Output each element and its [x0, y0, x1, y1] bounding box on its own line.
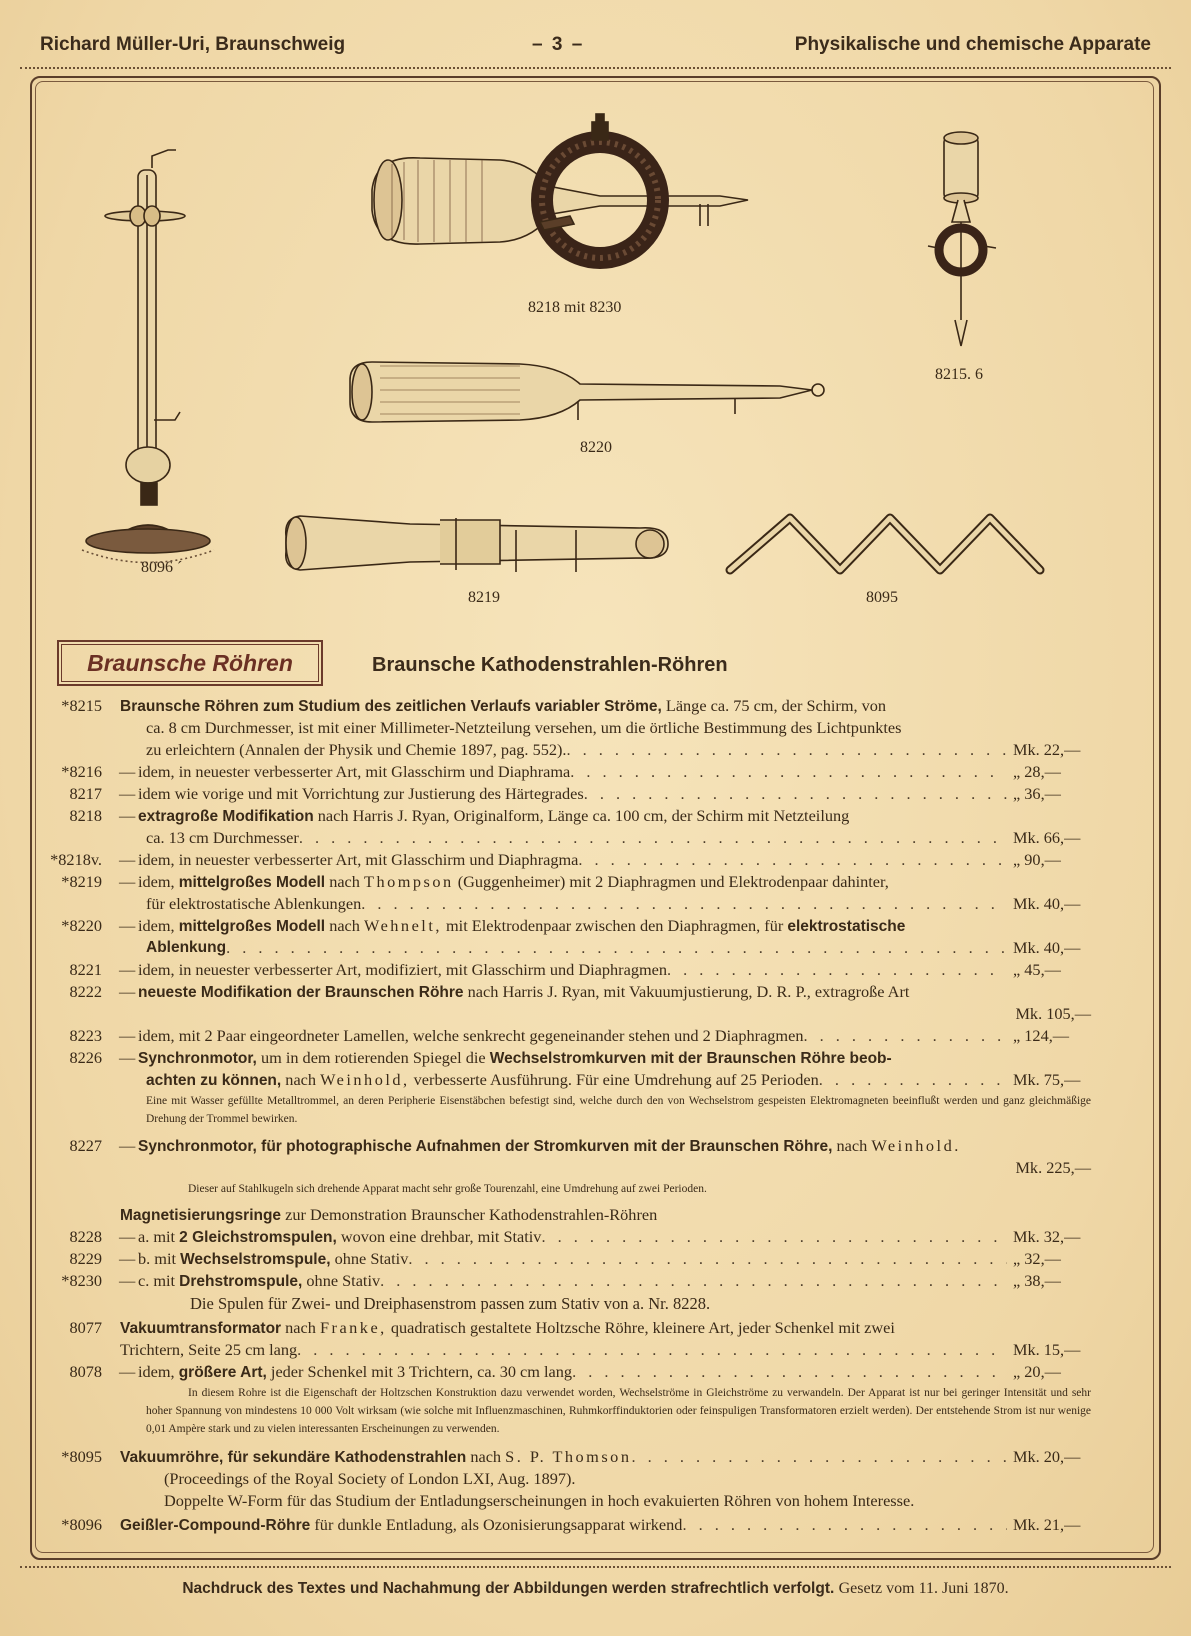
item-title: mittelgroßes Modell — [178, 874, 326, 891]
inventor-name: Weinhold. — [871, 1136, 961, 1155]
item-number: 8227 — [69, 1136, 102, 1155]
item-description: idem, — [138, 1362, 175, 1381]
item-title: Wechselstromspule, — [180, 1251, 331, 1268]
copyright-notice: Nachdruck des Textes und Nachahmung der Abbildungen werden strafrechtlich verfolgt. — [182, 1580, 835, 1597]
item-description: mit Elektrodenpaar zwischen den Diaphragmen, für — [446, 916, 784, 935]
item-price: „ 32,— — [1013, 1249, 1061, 1268]
item-description: um in dem rotierenden Spiegel die — [260, 1048, 486, 1067]
dash: — — [119, 982, 136, 1001]
item-description: idem, mit 2 Paar eingeordneter Lamellen, welche senkrecht gegeneinander stehen und 2 Diaphragmen — [138, 1026, 804, 1045]
item-description: verbesserte Ausführung. Für eine Umdrehung auf 25 Perioden — [413, 1070, 819, 1089]
item-description: jeder Schenkel mit 3 Trichtern, ca. 30 cm lang — [270, 1362, 573, 1381]
item-title: Braunsche Röhren zum Studium des zeitlichen Verlaufs variabler Ströme, — [120, 698, 662, 715]
item-price: Mk. 22,— — [1013, 740, 1081, 759]
dash: — — [119, 1227, 136, 1246]
caption-8220: 8220 — [580, 439, 612, 456]
inventor-name: S. P. Thomson — [505, 1447, 632, 1466]
item-description: nach Harris J. Ryan, Originalform, Länge ca. 100 cm, der Schirm mit Netzteilung — [317, 806, 850, 825]
item-number: 8229 — [69, 1249, 102, 1268]
item-title: achten zu können, — [146, 1072, 282, 1089]
item-note: In diesem Rohre ist die Eigenschaft der Holtzschen Konstruktion dazu verwendet worden, Wechselströme in Gleichströme zu verwandeln. Der Apparat ist nur bei geringer Intensität und sehr hoher Spannung von mindestens 10 000 Volt wirksam (wie solche mit Influenzmaschinen, Ruhmkorffinduktorien oder feinspuligen Transformatoren erzielt werden). Der entstehende Strom ist nur wenige 0,01 Ampère stark und zu vielen interessanten Erscheinungen zu verwenden. — [146, 1387, 1091, 1435]
item-number: 8217 — [69, 784, 102, 803]
dash: — — [119, 784, 136, 803]
item-title: Vakuumröhre, für sekundäre Kathodenstrahlen — [120, 1449, 467, 1466]
item-title: größere Art, — [178, 1364, 267, 1381]
item-number: 8226 — [69, 1048, 102, 1067]
item-price: Mk. 32,— — [1013, 1227, 1081, 1246]
dash: — — [119, 872, 136, 891]
item-price: Mk. 105,— — [1015, 1004, 1091, 1023]
item-note: Eine mit Wasser gefüllte Metalltrommel, an deren Peripherie Eisenstäbchen befestigt sind, welche durch den von Wechselstrom gespeisten Elektromagneten beeinflußt werden und ganz gleichmäßige Drehung der Trommel bewirken. — [146, 1095, 1091, 1125]
item-description: wovon eine drehbar, mit Stativ — [340, 1227, 542, 1246]
item-number: *8096 — [61, 1515, 102, 1534]
page-footer — [0, 1580, 1191, 1598]
item-description: nach Harris J. Ryan, mit Vakuumjustierung, D. R. P., extragroße Art — [467, 982, 910, 1001]
item-number: 8221 — [69, 960, 102, 979]
item-price: Mk. 75,— — [1013, 1070, 1081, 1089]
item-price: „ 36,— — [1013, 784, 1061, 803]
item-description: (Guggenheimer) mit 2 Diaphragmen und Elektrodenpaar dahinter, — [457, 872, 889, 891]
item-description: idem wie vorige und mit Vorrichtung zur Justierung des Härtegrades — [138, 784, 584, 803]
item-number: 8222 — [69, 982, 102, 1001]
item-description: ohne Stativ — [306, 1271, 381, 1290]
item-title: mittelgroßes Modell — [178, 918, 326, 935]
dash: — — [119, 762, 136, 781]
group-description: zur Demonstration Braunscher Kathodenstrahlen-Röhren — [285, 1205, 658, 1224]
item-number: 8077 — [69, 1318, 102, 1337]
item-title: Ablenkung — [146, 939, 227, 956]
item-note: Dieser auf Stahlkugeln sich drehende Apparat macht sehr große Tourenzahl, eine Umdrehung auf zwei Perioden. — [188, 1183, 707, 1195]
item-number: 8078 — [69, 1362, 102, 1381]
item-number: 8228 — [69, 1227, 102, 1246]
dash: — — [119, 960, 136, 979]
item-description: idem, — [138, 872, 175, 891]
item-number: *8219 — [61, 872, 102, 891]
caption-8215: 8215. 6 — [935, 366, 983, 383]
item-number: *8095 — [61, 1447, 102, 1466]
item-description: nach — [836, 1136, 868, 1155]
dash: — — [119, 1136, 136, 1155]
item-price: Mk. 21,— — [1013, 1515, 1081, 1534]
item-description: nach — [470, 1447, 502, 1466]
dash: — — [119, 1271, 136, 1290]
item-description: b. mit — [138, 1249, 176, 1268]
item-description: idem, in neuester verbesserter Art, mit Glasschirm und Diaphragma — [138, 850, 579, 869]
item-reference: (Proceedings of the Royal Society of London LXI, Aug. 1897). — [164, 1469, 576, 1488]
item-number: 8223 — [69, 1026, 102, 1045]
item-title: Drehstromspule, — [179, 1273, 303, 1290]
item-title: elektrostatische — [787, 918, 906, 935]
footer-rule — [20, 1566, 1171, 1568]
item-price: „ 38,— — [1013, 1271, 1061, 1290]
item-description: nach — [329, 916, 360, 935]
section-title: Braunsche Kathodenstrahlen-Röhren — [372, 654, 728, 676]
item-price: Mk. 66,— — [1013, 828, 1081, 847]
inventor-name: Wehnelt, — [364, 916, 442, 935]
inventor-name: Franke, — [319, 1318, 387, 1337]
caption-8219: 8219 — [468, 589, 500, 606]
page-number: – 3 – — [532, 34, 585, 55]
publisher-name: Richard Müller-Uri, Braunschweig — [40, 34, 346, 55]
item-description: idem, in neuester verbesserter Art, modifiziert, mit Glasschirm und Diaphragmen — [138, 960, 667, 979]
item-price: „ 90,— — [1013, 850, 1061, 869]
item-number: 8218 — [69, 806, 102, 825]
item-title: Synchronmotor, für photographische Aufnahmen der Stromkurven mit der Braunschen Röhre, — [138, 1138, 833, 1155]
item-description: nach — [329, 872, 360, 891]
inventor-name: Weinhold, — [320, 1070, 410, 1089]
item-number: *8230 — [61, 1271, 102, 1290]
item-price: „ 28,— — [1013, 762, 1061, 781]
dash: — — [119, 1026, 136, 1045]
item-price: Mk. 40,— — [1013, 894, 1081, 913]
dash: — — [119, 1048, 136, 1067]
item-description: für elektrostatische Ablenkungen — [146, 894, 362, 913]
item-price: „ 124,— — [1013, 1026, 1070, 1045]
item-description: nach — [285, 1070, 317, 1089]
item-description: nach — [285, 1318, 316, 1337]
catalog-category: Physikalische und chemische Apparate — [794, 34, 1151, 55]
braun-tube-with-ring-drawing — [372, 114, 748, 258]
w-form-vacuum-tube-drawing — [730, 518, 1040, 570]
braun-tube-8220-drawing — [350, 362, 824, 422]
item-title: Wechselstromkurven mit der Braunschen Röhre beob- — [489, 1050, 892, 1067]
item-description: c. mit — [138, 1271, 176, 1290]
item-description: ca. 8 cm Durchmesser, ist mit einer Millimeter-Netzteilung versehen, um die örtliche Bestimmung des Lichtpunktes — [146, 718, 902, 737]
dash: — — [119, 806, 136, 825]
item-description: Länge ca. 75 cm, der Schirm, von — [665, 696, 887, 715]
item-title: Synchronmotor, — [138, 1050, 257, 1067]
geissler-compound-tube-drawing — [82, 150, 214, 563]
item-description: a. mit — [138, 1227, 176, 1246]
item-number: *8215 — [61, 696, 102, 715]
item-title: 2 Gleichstromspulen, — [179, 1229, 337, 1246]
item-description: idem, — [138, 916, 175, 935]
dash: — — [119, 850, 136, 869]
item-price: Mk. 20,— — [1013, 1447, 1081, 1466]
item-title: Vakuumtransformator — [120, 1320, 282, 1337]
item-number: *8216 — [61, 762, 102, 781]
caption-8096: 8096 ´ — [141, 559, 183, 576]
item-price: Mk. 225,— — [1015, 1158, 1091, 1177]
caption-8218: 8218 mit 8230 — [528, 299, 622, 316]
dash: — — [119, 1249, 136, 1268]
item-description: Doppelte W-Form für das Studium der Entladungserscheinungen in hoch evakuierten Röhren von hohem Interesse. — [164, 1491, 915, 1510]
item-title: Geißler-Compound-Röhre — [120, 1517, 311, 1534]
item-description: Trichtern, Seite 25 cm lang — [120, 1340, 298, 1359]
item-note: Die Spulen für Zwei- und Dreiphasenstrom passen zum Stativ von a. Nr. 8228. — [190, 1294, 711, 1313]
item-price: „ 20,— — [1013, 1362, 1061, 1381]
group-title: Magnetisierungsringe — [120, 1207, 282, 1224]
inventor-name: Thompson — [364, 872, 454, 891]
item-number: *8218v. — [50, 850, 102, 869]
section-label-box: Braunsche Röhren — [57, 640, 323, 686]
item-number: *8220 — [61, 916, 102, 935]
item-title: neueste Modifikation der Braunschen Röhre — [138, 984, 464, 1001]
item-description: quadratisch gestaltete Holtzsche Röhre, kleinere Art, jeder Schenkel mit zwei — [390, 1318, 895, 1337]
item-price: Mk. 40,— — [1013, 938, 1081, 957]
item-price: „ 45,— — [1013, 960, 1061, 979]
small-braun-tube-drawing — [928, 132, 996, 346]
item-title: extragroße Modifikation — [138, 808, 314, 825]
dash: — — [119, 1362, 136, 1381]
item-price: Mk. 15,— — [1013, 1340, 1081, 1359]
caption-8095: 8095 — [866, 589, 898, 606]
item-description: zu erleichtern (Annalen der Physik und Chemie 1897, pag. 552). — [146, 740, 567, 759]
item-description: für dunkle Entladung, als Ozonisierungsapparat wirkend — [314, 1515, 683, 1534]
item-description: ca. 13 cm Durchmesser — [146, 828, 299, 847]
item-description: ohne Stativ — [334, 1249, 409, 1268]
item-description: idem, in neuester verbesserter Art, mit Glasschirm und Diaphrama — [138, 762, 571, 781]
law-reference: Gesetz vom 11. Juni 1870. — [838, 1580, 1009, 1597]
braun-tube-8219-drawing — [286, 516, 668, 572]
dash: — — [119, 916, 136, 935]
